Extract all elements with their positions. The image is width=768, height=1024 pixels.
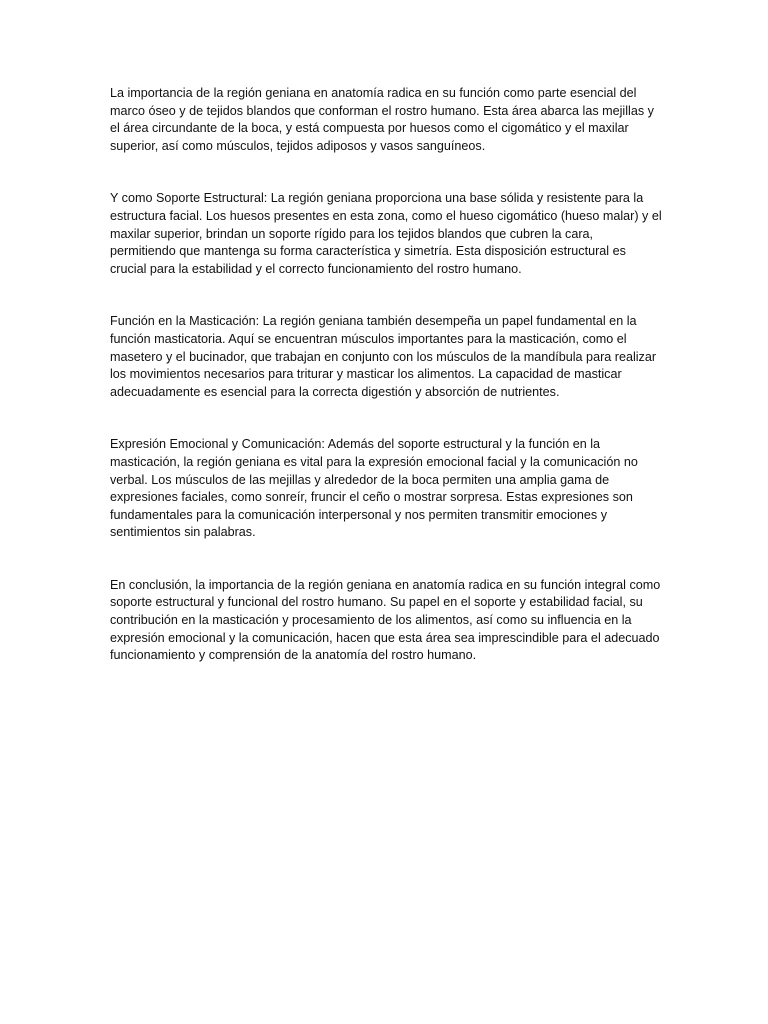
- paragraph-conclusion: En conclusión, la importancia de la región geniana en anatomía radica en su función integral como soporte estructural y funcional del rostro humano. Su papel en el soporte y estabilidad facial, su contribución en la masticación y procesamiento de los alimentos, así como su influencia en la expresión emocional y la comunicación, hacen que esta área sea imprescindible para el adecuado funcionamiento y comprensión de la anatomía del rostro humano.: [110, 577, 661, 663]
- paragraph-intro: La importancia de la región geniana en anatomía radica en su función como parte esencial del marco óseo y de tejidos blandos que conforman el rostro humano. Esta área abarca las mejillas y el área circundante de la boca, y está compuesta por huesos como el cigomático y el maxilar superior, así como músculos, tejidos adiposos y vasos sanguíneos.: [110, 86, 654, 153]
- paragraph-emotional-expression: Expresión Emocional y Comunicación: Además del soporte estructural y la función en la masticación, la región geniana es vital para la expresión emocional facial y la comunicación no verbal. Los músculos de las mejillas y alrededor de la boca permiten una amplia gama de expresiones faciales, como sonreír, fruncir el ceño o mostrar sorpresa. Estas expresiones son fundamentales para la comunicación interpersonal y nos permiten transmitir emociones y sentimientos sin palabras.: [110, 437, 638, 540]
- paragraph-mastication: Función en la Masticación: La región geniana también desempeña un papel fundamental en la función masticatoria. Aquí se encuentran músculos importantes para la masticación, como el masetero y el bucinador, que trabajan en conjunto con los músculos de la mandíbula para realizar los movimientos necesarios para triturar y masticar los alimentos. La capacidad de masticar adecuadamente es esencial para la correcta digestión y absorción de nutrientes.: [110, 314, 657, 399]
- document-body: [110, 85, 662, 700]
- paragraph-structural-support: Y como Soporte Estructural: La región geniana proporciona una base sólida y resistente para la estructura facial. Los huesos presentes en esta zona, como el hueso cigomático (hueso malar) y el maxilar superior, brindan un soporte rígido para los tejidos blandos que cubren la cara, permitiendo que mantenga su forma característica y simetría. Esta disposición estructural es crucial para la estabilidad y el correcto funcionamiento del rostro humano.: [110, 191, 662, 276]
